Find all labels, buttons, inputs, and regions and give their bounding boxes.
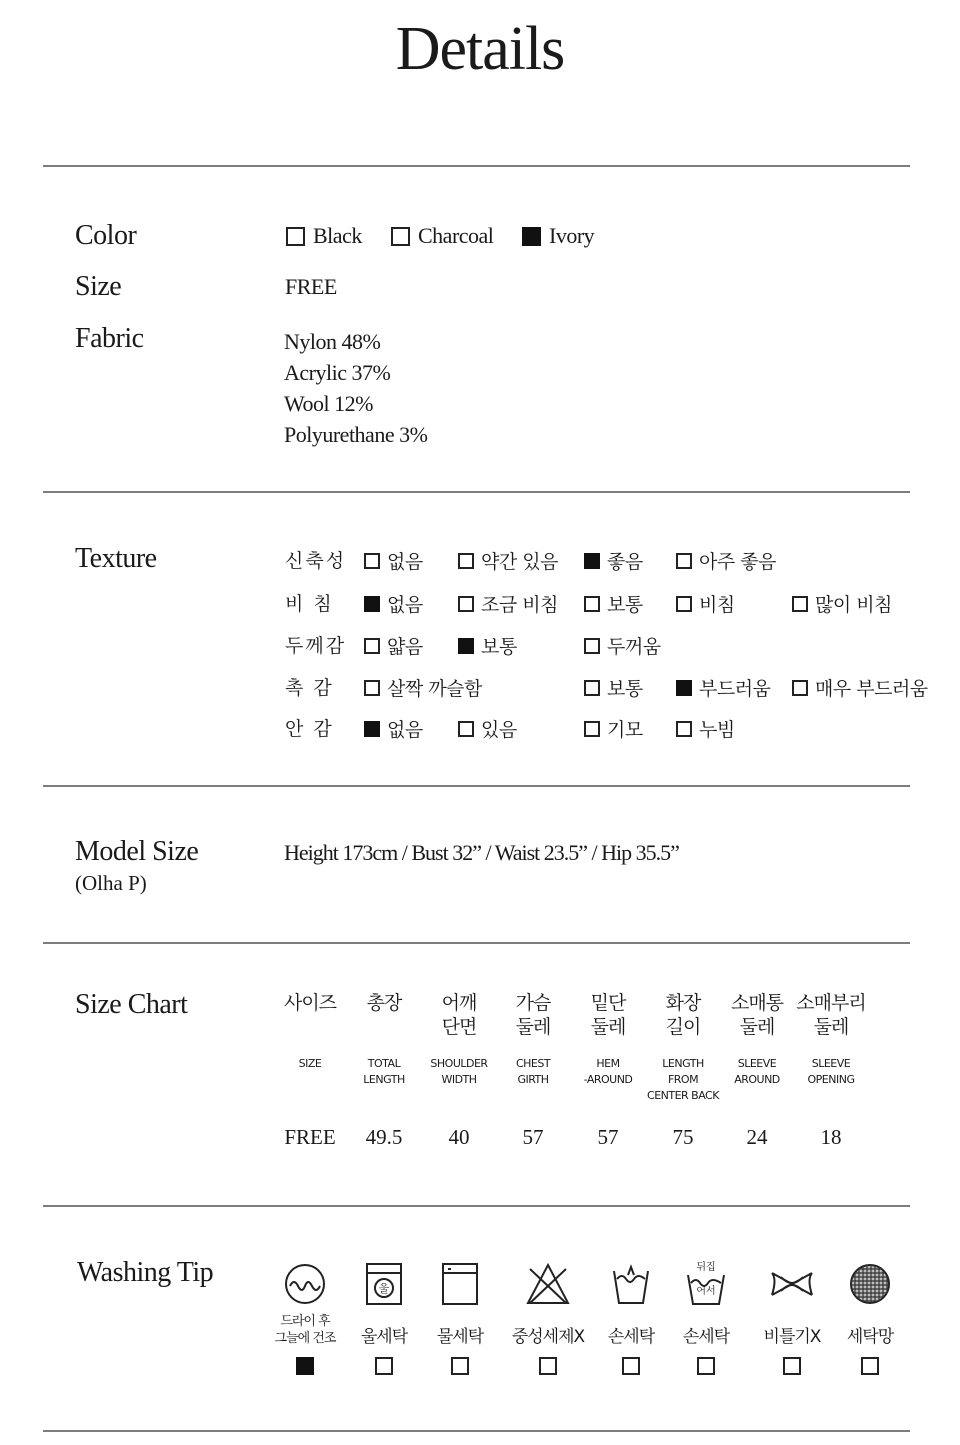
checkbox[interactable] (458, 638, 474, 654)
texture-option-label: 매우 부드러움 (815, 678, 928, 700)
checkbox[interactable] (584, 553, 600, 569)
color-option[interactable] (522, 223, 594, 249)
fabric-item: Polyurethane 3% (284, 422, 428, 447)
divider (43, 491, 910, 493)
fabric-list (284, 326, 427, 450)
washing-label (661, 1322, 751, 1347)
washing-label (260, 1313, 350, 1347)
size-chart-subheader-line: SHOULDER (430, 1057, 488, 1070)
model-size-label: Model Size (75, 836, 199, 867)
checkbox[interactable] (458, 553, 474, 569)
size-chart-subheader-line: CHEST (515, 1057, 551, 1070)
size-chart-subheader-line: CENTER BACK (647, 1089, 719, 1102)
checkbox[interactable] (676, 721, 692, 737)
washing-checkbox[interactable] (622, 1357, 640, 1375)
color-option-label: Ivory (549, 223, 595, 248)
checkbox[interactable] (364, 638, 380, 654)
washing-checkbox[interactable] (375, 1357, 393, 1375)
size-chart-subheader-line: LENGTH (363, 1073, 405, 1086)
water-wash-icon (437, 1261, 483, 1307)
model-measurements: Height 173cm / Bust 32” / Waist 23.5” / Hip 35.5” (284, 840, 679, 865)
color-option-label: Charcoal (418, 223, 494, 248)
checkbox[interactable] (364, 680, 380, 696)
fabric-item: Wool 12% (284, 391, 373, 416)
model-name: (Olha P) (75, 871, 147, 895)
texture-option[interactable] (676, 590, 735, 617)
texture-label: Texture (75, 543, 157, 574)
size-chart-header-line: 둘레 (590, 1016, 626, 1038)
size-chart-header (793, 991, 869, 1039)
size-chart-subheader-line: LENGTH (662, 1057, 704, 1070)
washing-tip-label: Washing Tip (77, 1257, 214, 1288)
texture-row-label: 신축성 (285, 550, 347, 572)
size-chart-subheader-line: SLEEVE (811, 1057, 851, 1070)
washing-label-line: 드라이 후 (280, 1314, 330, 1329)
texture-option-label: 없음 (387, 719, 423, 741)
color-option[interactable] (391, 223, 493, 249)
texture-option[interactable] (792, 674, 928, 701)
washing-label (825, 1322, 915, 1347)
svg-text:울: 울 (378, 1282, 390, 1295)
size-chart-subheader-line: TOTAL (367, 1057, 401, 1070)
texture-option-label: 두꺼움 (607, 636, 661, 658)
texture-option-label: 부드러움 (699, 678, 771, 700)
size-chart-value: FREE (284, 1125, 336, 1149)
checkbox[interactable] (391, 227, 410, 246)
size-chart-value: 57 (522, 1125, 544, 1149)
size-chart-subheader-line: SLEEVE (737, 1057, 777, 1070)
texture-option[interactable] (364, 715, 423, 742)
washing-checkbox[interactable] (451, 1357, 469, 1375)
size-chart-header (272, 991, 348, 1015)
texture-option[interactable] (364, 674, 482, 701)
size-chart-header (645, 991, 721, 1039)
size-chart-value: 49.5 (365, 1125, 403, 1149)
size-value: FREE (285, 274, 337, 299)
divider (43, 785, 910, 787)
texture-option[interactable] (792, 590, 892, 617)
washing-checkbox[interactable] (861, 1357, 879, 1375)
svg-text:뒤집: 뒤집 (696, 1262, 716, 1273)
texture-row-label: 두께감 (285, 635, 347, 657)
checkbox[interactable] (676, 553, 692, 569)
washing-label-line: 손세탁 (607, 1327, 655, 1347)
svg-text:어서: 어서 (696, 1286, 716, 1297)
texture-option-label: 기모 (607, 719, 643, 741)
divider (43, 165, 910, 167)
texture-option-label: 많이 비침 (815, 594, 892, 616)
size-chart-subheader-line: AROUND (734, 1073, 780, 1086)
washing-label-line: 세탁망 (846, 1327, 894, 1347)
page-title: Details (395, 15, 565, 83)
texture-option-label: 보통 (607, 594, 643, 616)
size-chart-header-line: 어깨 (441, 992, 477, 1014)
size-chart-value: 24 (746, 1125, 768, 1149)
size-chart-header-line: 둘레 (515, 1016, 551, 1038)
checkbox[interactable] (792, 596, 808, 612)
texture-option-label: 아주 좋음 (699, 551, 776, 573)
laundry-net-icon (847, 1261, 893, 1307)
checkbox[interactable] (584, 680, 600, 696)
checkbox[interactable] (458, 596, 474, 612)
washing-label-line: 그늘에 건조 (274, 1331, 336, 1346)
washing-label (747, 1322, 837, 1347)
texture-option[interactable] (458, 590, 558, 617)
size-chart-header-line: 소매통 (730, 992, 784, 1014)
size-chart-value: 75 (672, 1125, 694, 1149)
texture-option-label: 비침 (699, 594, 735, 616)
washing-checkbox[interactable] (539, 1357, 557, 1375)
hand-wash-inside-out-icon (683, 1261, 729, 1307)
washing-label (415, 1322, 505, 1347)
texture-option-label: 조금 비침 (481, 594, 558, 616)
texture-option[interactable] (584, 632, 661, 659)
checkbox[interactable] (676, 680, 692, 696)
texture-option[interactable] (364, 547, 423, 574)
color-label: Color (75, 220, 137, 251)
wool-wash-icon (361, 1261, 407, 1307)
checkbox[interactable] (522, 227, 541, 246)
color-option[interactable] (286, 223, 362, 249)
texture-option[interactable] (458, 715, 517, 742)
size-chart-value: 18 (820, 1125, 842, 1149)
washing-label-line: 손세탁 (682, 1327, 730, 1347)
size-chart-header-line: 가슴 (515, 992, 551, 1014)
divider (43, 1430, 910, 1432)
size-chart-header (719, 991, 795, 1039)
size-chart-header-line: 둘레 (739, 1016, 775, 1038)
size-chart-value: 57 (597, 1125, 619, 1149)
size-chart-subheader-line: WIDTH (441, 1073, 477, 1086)
size-chart-subheader-line: SIZE (298, 1057, 322, 1070)
texture-row-label: 비 침 (285, 593, 334, 615)
texture-option[interactable] (584, 590, 643, 617)
size-chart-value: 40 (448, 1125, 470, 1149)
washing-checkbox[interactable] (783, 1357, 801, 1375)
texture-option[interactable] (676, 547, 776, 574)
size-chart-header-line: 소매부리 (796, 992, 866, 1014)
texture-option-label: 없음 (387, 594, 423, 616)
texture-option[interactable] (584, 715, 643, 742)
texture-option[interactable] (364, 632, 423, 659)
size-chart-subheader-line: GIRTH (517, 1073, 549, 1086)
texture-option[interactable] (584, 547, 643, 574)
checkbox[interactable] (584, 638, 600, 654)
texture-option-label: 보통 (607, 678, 643, 700)
washing-label-line: 물세탁 (436, 1327, 484, 1347)
washing-checkbox[interactable] (697, 1357, 715, 1375)
size-chart-subheader-line: FROM (667, 1073, 699, 1086)
texture-option-label: 살짝 까슬함 (387, 678, 482, 700)
checkbox[interactable] (584, 596, 600, 612)
size-chart-subheader (786, 1056, 876, 1088)
texture-option-label: 있음 (481, 719, 517, 741)
divider (43, 942, 910, 944)
checkbox[interactable] (676, 596, 692, 612)
texture-row-label: 안 감 (285, 718, 334, 740)
texture-option-label: 없음 (387, 551, 423, 573)
size-chart-header-line: 사이즈 (283, 992, 337, 1014)
washing-label-line: 울세탁 (360, 1327, 408, 1347)
checkbox[interactable] (286, 227, 305, 246)
texture-row-label: 촉 감 (285, 677, 334, 699)
texture-option[interactable] (458, 547, 558, 574)
size-chart-header (421, 991, 497, 1039)
hand-wash-icon (608, 1261, 654, 1307)
size-chart-header-line: 밑단 (590, 992, 626, 1014)
texture-option-label: 누빔 (699, 719, 735, 741)
size-chart-header-line: 총장 (366, 992, 402, 1014)
texture-option[interactable] (458, 632, 517, 659)
checkbox[interactable] (364, 721, 380, 737)
size-chart-header (570, 991, 646, 1039)
fabric-item: Acrylic 37% (284, 360, 391, 385)
checkbox[interactable] (364, 596, 380, 612)
size-chart-header-line: 둘레 (813, 1016, 849, 1038)
fabric-item: Nylon 48% (284, 329, 381, 354)
checkbox[interactable] (792, 680, 808, 696)
size-label: Size (75, 271, 122, 302)
texture-option-label: 좋음 (607, 551, 643, 573)
size-chart-header-line: 길이 (665, 1016, 701, 1038)
no-wringing-icon (769, 1261, 815, 1307)
size-chart-subheader-line: HEM (596, 1057, 620, 1070)
texture-option[interactable] (364, 590, 423, 617)
size-chart-subheader-line: OPENING (807, 1073, 855, 1086)
size-chart-header (346, 991, 422, 1015)
size-chart-label: Size Chart (75, 989, 188, 1020)
washing-label-line: 중성세제X (511, 1327, 585, 1347)
washing-checkbox[interactable] (296, 1357, 314, 1375)
dry-in-shade-icon (282, 1261, 328, 1307)
divider (43, 1205, 910, 1207)
texture-option[interactable] (676, 715, 735, 742)
size-chart-subheader-line: -AROUND (583, 1073, 633, 1086)
size-chart-header (495, 991, 571, 1039)
checkbox[interactable] (584, 721, 600, 737)
texture-option-label: 얇음 (387, 636, 423, 658)
texture-option[interactable] (584, 674, 643, 701)
size-chart-header-line: 단면 (441, 1016, 477, 1038)
size-chart-header-line: 화장 (665, 992, 701, 1014)
texture-option-label: 약간 있음 (481, 551, 558, 573)
color-option-label: Black (313, 223, 362, 248)
checkbox[interactable] (364, 553, 380, 569)
fabric-label: Fabric (75, 323, 144, 354)
checkbox[interactable] (458, 721, 474, 737)
no-neutral-detergent-icon (525, 1261, 571, 1307)
texture-option[interactable] (676, 674, 770, 701)
texture-option-label: 보통 (481, 636, 517, 658)
washing-label (503, 1322, 593, 1347)
washing-label-line: 비틀기X (763, 1327, 821, 1347)
